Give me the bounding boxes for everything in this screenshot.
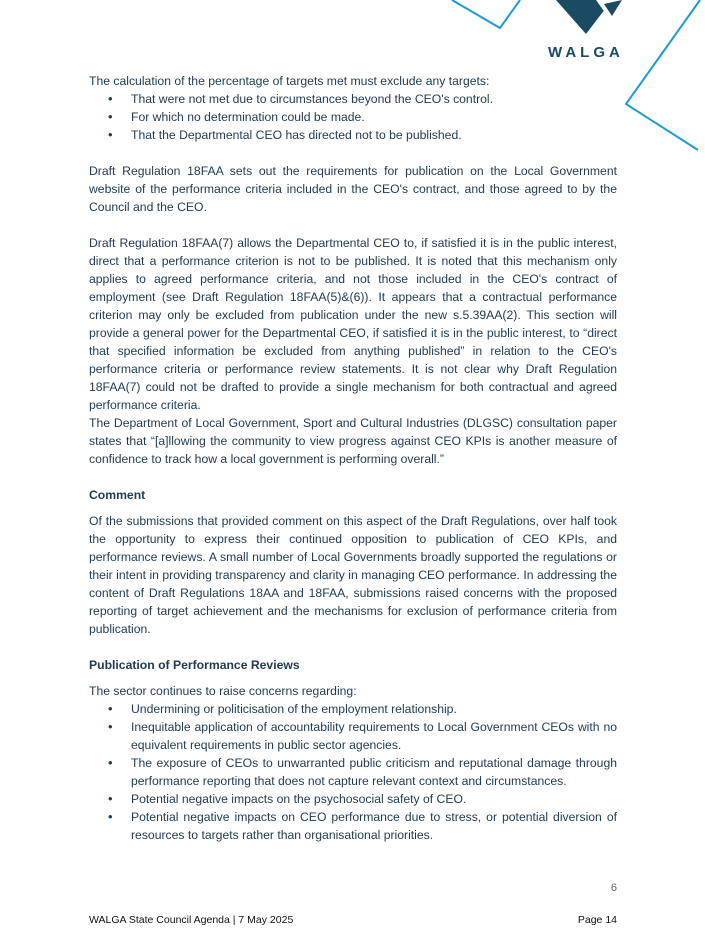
comment-paragraph: Of the submissions that provided comment on this aspect of the Draft Regulations, over half took the opportunity to express their continued opposition to publication of CEO KPIs, and performance reviews. A small number of Local Governments broadly supported the regulations or their intent in providing transparency and clarity in managing CEO performance. In addressing the content of Draft Regulations 18AA and 18FAA, submissions raised concerns with the proposed reporting of target achievement and the mechanisms for exclusion of performance criteria from publication. <box>89 514 617 636</box>
paragraph-18faa: Draft Regulation 18FAA sets out the requirements for publication on the Local Government website of the performance criteria included in the CEO's contract, and those agreed to by the Council and the CEO. <box>89 164 617 214</box>
concerns-list <box>89 700 617 844</box>
paragraph-dlgsc: The Department of Local Government, Sport and Cultural Industries (DLGSC) consultation paper states that “[a]llowing the community to view progress against CEO KPIs is another measure of confidence to track how a local government is performing overall.” <box>89 416 617 466</box>
walga-logo-text: WALGA <box>548 44 624 61</box>
list-item: • That the Departmental CEO has directed not to be published. <box>131 126 617 144</box>
publication-intro: The sector continues to raise concerns regarding: <box>89 684 357 698</box>
page-number: 6 <box>610 882 617 894</box>
list-item: • The exposure of CEOs to unwarranted public criticism and reputational damage through performance reporting that does not capture relevant context and circumstances. <box>131 754 617 790</box>
list-item: • Undermining or politicisation of the employment relationship. <box>131 700 617 718</box>
list-item: • Potential negative impacts on the psychosocial safety of CEO. <box>131 790 617 808</box>
paragraph-18faa-7: Draft Regulation 18FAA(7) allows the Departmental CEO to, if satisfied it is in the public interest, direct that a performance criterion is not to be published. It is noted that this mechanism only applies to agreed performance criteria, and not those included in the CEO's contract of employment (see Draft Regulation 18FAA(5)&(6)). It appears that a contractual performance criterion may only be excluded from publication under the new s.5.39AA(2). This section will provide a general power for the Departmental CEO, if satisfied it is in the public interest, to “direct that specified information be excluded from anything published” in relation to the CEO's performance criteria or performance review statements. It is not clear why Draft Regulation 18FAA(7) could not be drafted to provide a single mechanism for both contractual and agreed performance criteria. <box>89 236 617 412</box>
walga-logo-mark-icon <box>556 0 622 34</box>
comment-heading: Comment <box>89 488 146 502</box>
list-item: • Potential negative impacts on CEO performance due to stress, or potential diversion of resources to targets rather than organisational priorities. <box>131 808 617 844</box>
list-item: • For which no determination could be made. <box>131 108 617 126</box>
exclusions-list <box>89 90 617 144</box>
footer-agenda-title: WALGA State Council Agenda | 7 May 2025 <box>89 914 294 926</box>
intro-paragraph: The calculation of the percentage of targets met must exclude any targets: <box>89 74 490 88</box>
list-item: • That were not met due to circumstances beyond the CEO's control. <box>131 90 617 108</box>
publication-heading: Publication of Performance Reviews <box>89 658 300 672</box>
footer-page-label: Page 14 <box>577 914 617 926</box>
document-body <box>89 72 617 844</box>
list-item: • Inequitable application of accountability requirements to Local Government CEOs with no equivalent requirements in public sector agencies. <box>131 718 617 754</box>
